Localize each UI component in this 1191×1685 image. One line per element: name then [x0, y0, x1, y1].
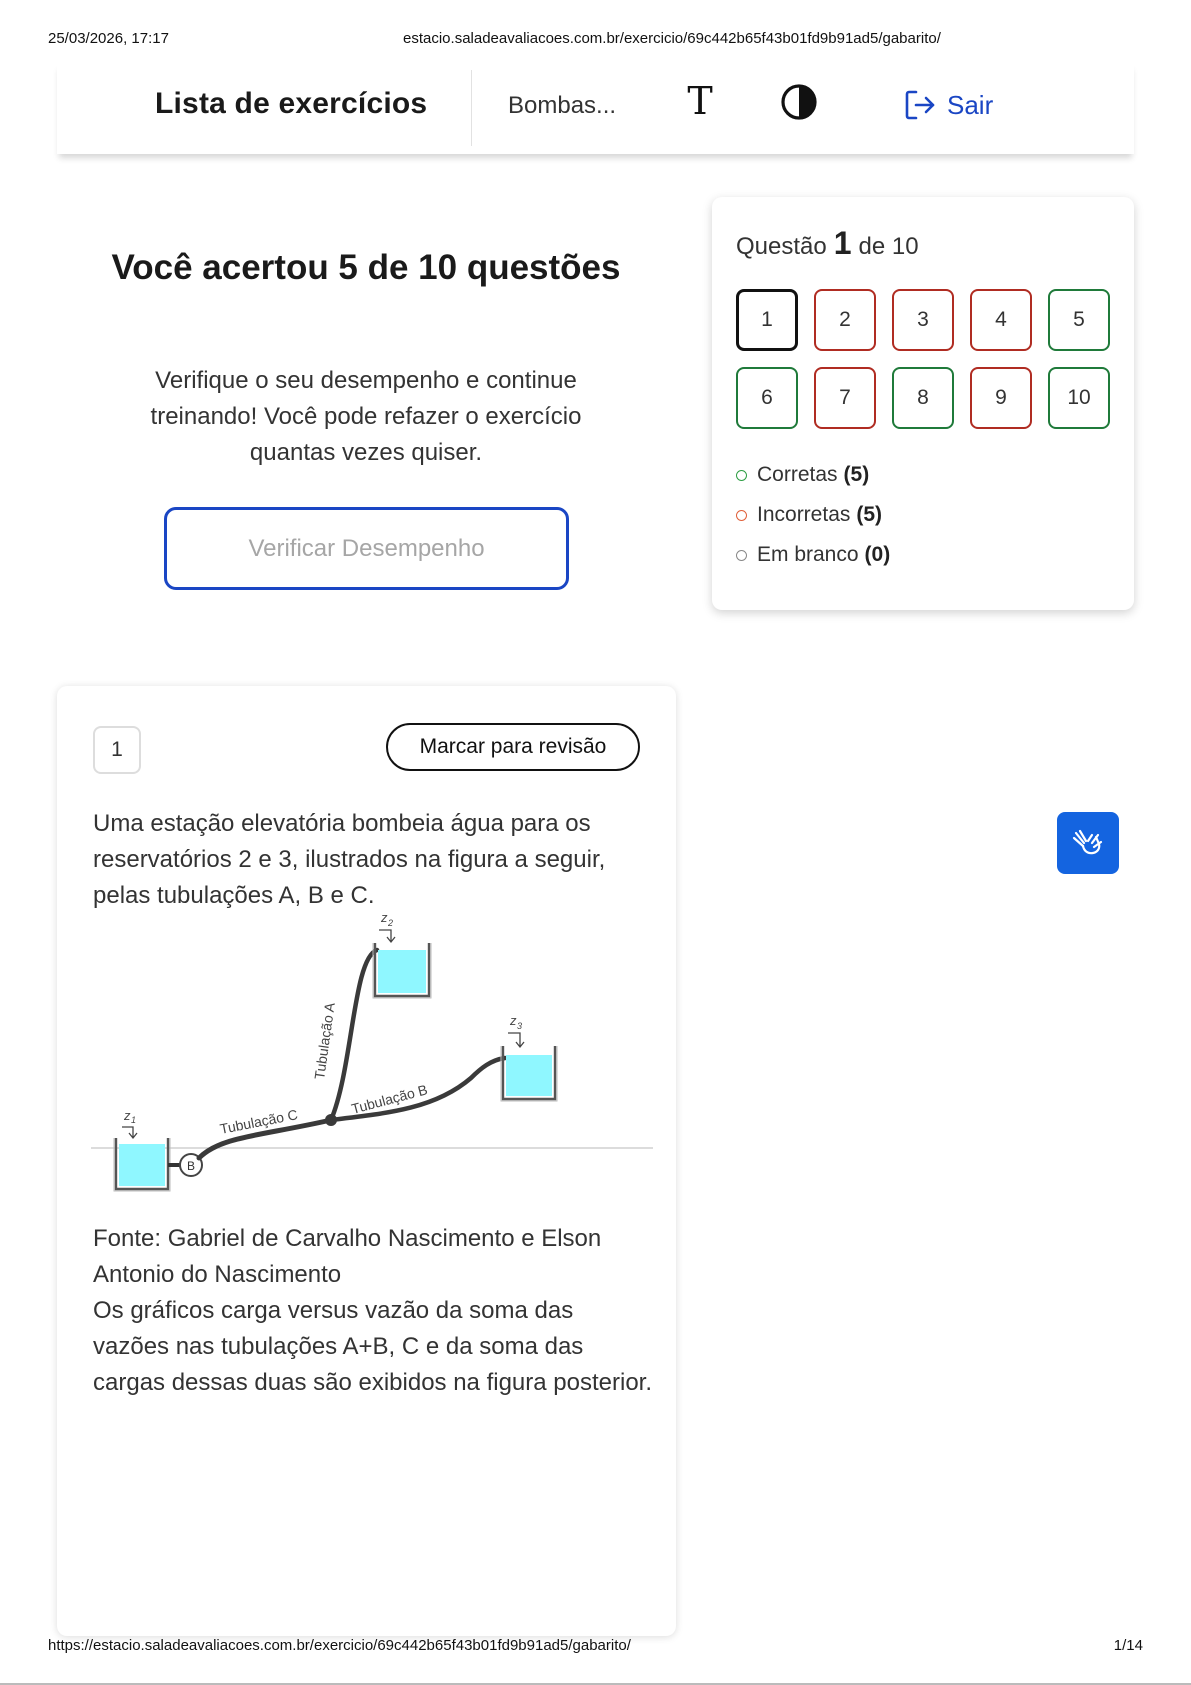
svg-text:z: z — [510, 1013, 517, 1028]
legend-incorrect-label: Incorretas — [757, 503, 851, 526]
logout-button[interactable] — [903, 88, 993, 122]
verify-performance-label: Verificar Desempenho — [248, 534, 485, 562]
svg-text:2: 2 — [388, 918, 394, 928]
libras-accessibility-button[interactable] — [1057, 812, 1119, 874]
verify-performance-button[interactable] — [164, 507, 569, 590]
score-description: Verifique o seu desempenho e continue treinando! Você pode refazer o exercício quantas vezes quiser. — [150, 367, 582, 466]
mark-for-review-label: Marcar para revisão — [419, 735, 607, 758]
pipe-a-label: Tubulação A — [311, 1001, 338, 1081]
score-title: Você acertou 5 de 10 questões — [111, 248, 621, 287]
print-datetime: 25/03/2026, 17:17 — [48, 30, 169, 47]
pumping-station-figure — [91, 908, 653, 1203]
font-size-button[interactable] — [679, 80, 721, 122]
correct-dot-icon — [736, 470, 747, 481]
question-counter-suffix: de 10 — [858, 233, 919, 260]
question-grid — [736, 289, 1110, 429]
logout-icon — [903, 88, 937, 122]
page-title: Lista de exercícios — [155, 87, 428, 120]
sign-language-hands-icon — [1068, 823, 1108, 863]
reservoir-1 — [114, 1138, 170, 1191]
print-url: estacio.saladeavaliacoes.com.br/exercicio/69c442b65f43b01fd9b91ad5/gabarito/ — [403, 30, 941, 47]
reservoir-3 — [501, 1046, 557, 1101]
print-footer-url: https://estacio.saladeavaliacoes.com.br/exercicio/69c442b65f43b01fd9b91ad5/gabarito/ — [48, 1637, 631, 1654]
status-legend — [736, 455, 890, 575]
legend-blank — [736, 535, 890, 575]
question-number-badge: 1 — [93, 726, 141, 774]
question-button-6[interactable]: 6 — [736, 367, 798, 429]
incorrect-dot-icon — [736, 510, 747, 521]
question-statement: Uma estação elevatória bombeia água para os reservatórios 2 e 3, ilustrados na figura a seguir, pelas tubulações A, B e C. — [93, 810, 606, 909]
z1-label — [122, 1108, 137, 1138]
print-page-number: 1/14 — [1113, 1637, 1143, 1654]
question-counter-prefix: Questão — [736, 233, 827, 260]
question-button-10[interactable]: 10 — [1048, 367, 1110, 429]
question-button-9[interactable]: 9 — [970, 367, 1032, 429]
question-button-2[interactable]: 2 — [814, 289, 876, 351]
question-button-7[interactable]: 7 — [814, 367, 876, 429]
contrast-icon — [779, 82, 819, 122]
pipe-c-label: Tubulação C — [218, 1106, 299, 1137]
legend-correct-count: (5) — [843, 463, 870, 486]
question-button-4[interactable]: 4 — [970, 289, 1032, 351]
logout-label: Sair — [947, 89, 994, 120]
legend-blank-label: Em branco — [757, 543, 859, 566]
legend-incorrect — [736, 495, 890, 535]
question-counter — [736, 225, 919, 262]
mark-for-review-button[interactable] — [386, 723, 640, 771]
divider — [471, 70, 472, 146]
text-size-icon: T — [687, 79, 713, 123]
figure-source: Fonte: Gabriel de Carvalho Nascimento e Elson Antonio do Nascimento — [93, 1225, 602, 1288]
course-name[interactable]: Bombas... — [508, 92, 617, 119]
question-button-5[interactable]: 5 — [1048, 289, 1110, 351]
top-bar — [57, 62, 1134, 154]
question-button-3[interactable]: 3 — [892, 289, 954, 351]
svg-text:z: z — [381, 910, 388, 925]
pipe-b-label: Tubulação B — [349, 1081, 430, 1117]
svg-text:z: z — [124, 1108, 131, 1123]
legend-incorrect-count: (5) — [856, 503, 883, 526]
question-navigator — [712, 197, 1134, 610]
z2-label — [379, 910, 395, 942]
svg-text:1: 1 — [131, 1115, 137, 1125]
question-button-1[interactable]: 1 — [736, 289, 798, 351]
question-button-8[interactable]: 8 — [892, 367, 954, 429]
question-counter-current: 1 — [833, 225, 852, 261]
pipe-a — [331, 950, 377, 1120]
question-card — [57, 686, 676, 1636]
legend-correct-label: Corretas — [757, 463, 838, 486]
blank-dot-icon — [736, 550, 747, 561]
contrast-button[interactable] — [779, 82, 819, 122]
svg-text:B: B — [186, 1159, 196, 1173]
reservoir-2 — [373, 943, 431, 998]
legend-correct — [736, 455, 890, 495]
question-continuation: Os gráficos carga versus vazão da soma das vazões nas tubulações A+B, C e da soma das cargas dessas duas são exibidos na figura posterior. — [93, 1297, 652, 1396]
z3-label — [508, 1013, 524, 1047]
legend-blank-count: (0) — [864, 543, 891, 566]
svg-text:3: 3 — [517, 1021, 523, 1031]
